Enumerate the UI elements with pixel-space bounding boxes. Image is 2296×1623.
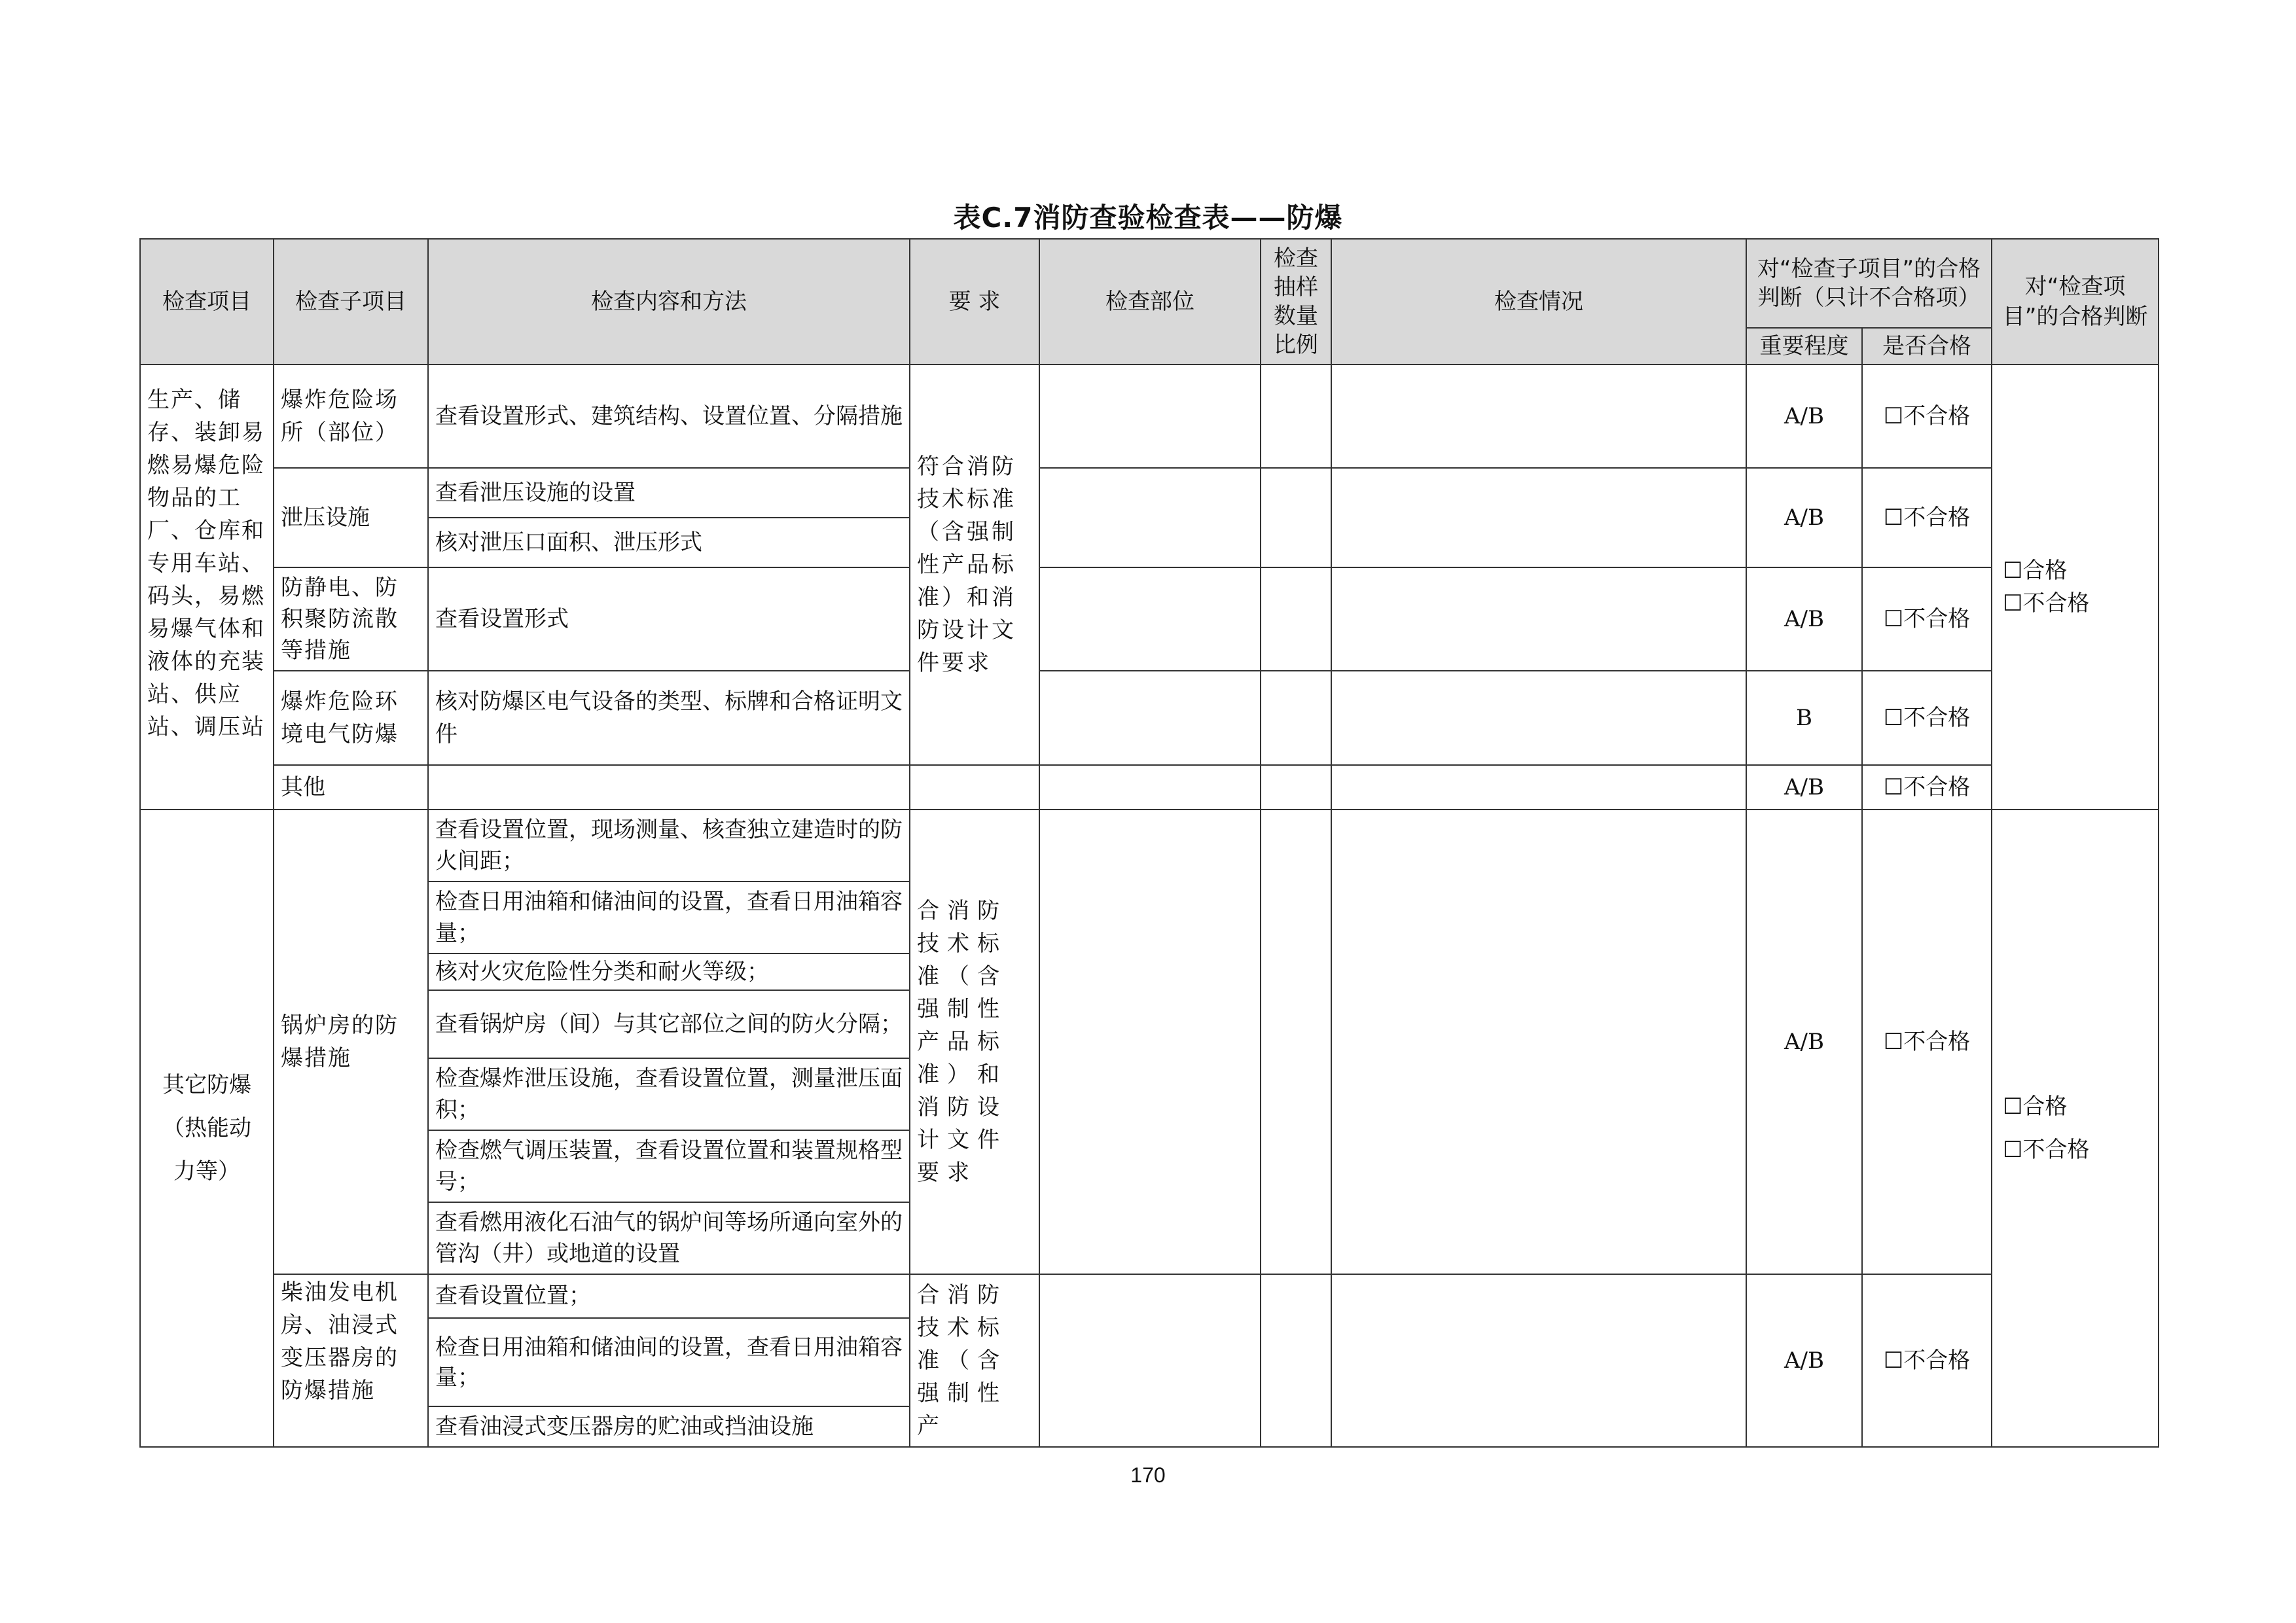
requirement-cell bbox=[910, 765, 1039, 810]
sub-item-cell: 防静电、防积聚防流散等措施 bbox=[274, 567, 428, 671]
importance-cell: A/B bbox=[1746, 1274, 1862, 1447]
content-cell: 查看设置形式 bbox=[428, 567, 910, 671]
header-sub-item: 检查子项目 bbox=[274, 239, 428, 365]
content-cell: 查看设置位置，现场测量、核查独立建造时的防火间距； bbox=[428, 810, 910, 882]
header-importance: 重要程度 bbox=[1746, 328, 1862, 365]
header-requirement: 要 求 bbox=[910, 239, 1039, 365]
sub-item-cell: 泄压设施 bbox=[274, 468, 428, 567]
content-cell: 查看设置形式、建筑结构、设置位置、分隔措施 bbox=[428, 365, 910, 468]
header-situation: 检查情况 bbox=[1331, 239, 1746, 365]
item-cell: 其它防爆（热能动力等） bbox=[140, 810, 274, 1447]
location-cell[interactable] bbox=[1039, 765, 1261, 810]
content-cell: 核对火灾危险性分类和耐火等级； bbox=[428, 954, 910, 990]
sub-judge-checkbox[interactable]: ☐不合格 bbox=[1862, 1274, 1992, 1447]
table-row bbox=[140, 765, 2159, 810]
content-cell bbox=[428, 765, 910, 810]
item-pass-checkbox[interactable]: ☐合格 bbox=[2003, 558, 2068, 584]
content-cell: 核对防爆区电气设备的类型、标牌和合格证明文件 bbox=[428, 671, 910, 765]
sub-item-cell: 锅炉房的防爆措施 bbox=[274, 810, 428, 1274]
content-cell: 查看油浸式变压器房的贮油或挡油设施 bbox=[428, 1406, 910, 1447]
header-location: 检查部位 bbox=[1039, 239, 1261, 365]
sub-judge-checkbox[interactable]: ☐不合格 bbox=[1862, 810, 1992, 1274]
content-cell: 查看泄压设施的设置 bbox=[428, 468, 910, 518]
table-row bbox=[140, 567, 2159, 671]
content-cell: 检查燃气调压装置，查看设置位置和装置规格型号； bbox=[428, 1130, 910, 1202]
importance-cell: B bbox=[1746, 671, 1862, 765]
page-title: 表C.7消防查验检查表——防爆 bbox=[953, 202, 1343, 234]
item-fail-checkbox[interactable]: ☐不合格 bbox=[2003, 1137, 2090, 1163]
location-cell[interactable] bbox=[1039, 468, 1261, 567]
sub-item-cell: 爆炸危险环境电气防爆 bbox=[274, 671, 428, 765]
situation-cell[interactable] bbox=[1331, 468, 1746, 567]
inspection-table bbox=[139, 238, 2159, 1448]
content-cell: 核对泄压口面积、泄压形式 bbox=[428, 518, 910, 567]
sample-ratio-cell[interactable] bbox=[1261, 671, 1331, 765]
content-cell: 检查日用油箱和储油间的设置，查看日用油箱容量； bbox=[428, 882, 910, 954]
sample-ratio-cell[interactable] bbox=[1261, 1274, 1331, 1447]
page-number: 170 bbox=[1130, 1463, 1166, 1487]
table-row bbox=[140, 1274, 2159, 1318]
requirement-cell: 符合消防技术标准（含强制性产品标准）和消防设计文件要求 bbox=[910, 365, 1039, 765]
table-row bbox=[140, 468, 2159, 518]
importance-cell: A/B bbox=[1746, 810, 1862, 1274]
sub-item-cell: 爆炸危险场所（部位） bbox=[274, 365, 428, 468]
sub-judge-checkbox[interactable]: ☐不合格 bbox=[1862, 468, 1992, 567]
item-fail-checkbox[interactable]: ☐不合格 bbox=[2003, 590, 2090, 616]
sub-judge-checkbox[interactable]: ☐不合格 bbox=[1862, 765, 1992, 810]
importance-cell: A/B bbox=[1746, 365, 1862, 468]
importance-cell: A/B bbox=[1746, 567, 1862, 671]
situation-cell[interactable] bbox=[1331, 765, 1746, 810]
table-row bbox=[140, 365, 2159, 468]
situation-cell[interactable] bbox=[1331, 567, 1746, 671]
importance-cell: A/B bbox=[1746, 468, 1862, 567]
requirement-cell: 合消防技术标准（含强制性产 bbox=[910, 1274, 1039, 1447]
location-cell[interactable] bbox=[1039, 671, 1261, 765]
content-cell: 检查日用油箱和储油间的设置，查看日用油箱容量； bbox=[428, 1318, 910, 1407]
sub-item-cell: 其他 bbox=[274, 765, 428, 810]
sub-judge-checkbox[interactable]: ☐不合格 bbox=[1862, 671, 1992, 765]
sub-item-cell: 柴油发电机房、油浸式变压器房的防爆措施 bbox=[274, 1274, 428, 1447]
header-sample-ratio: 检查抽样数量比例 bbox=[1261, 239, 1331, 365]
location-cell[interactable] bbox=[1039, 1274, 1261, 1447]
content-cell: 查看锅炉房（间）与其它部位之间的防火分隔； bbox=[428, 990, 910, 1058]
item-judge-cell bbox=[1992, 365, 2159, 810]
item-cell: 生产、储存、装卸易燃易爆危险物品的工厂、仓库和专用车站、码头，易燃易爆气体和液体的充装站、供应站、调压站 bbox=[140, 365, 274, 810]
header-content: 检查内容和方法 bbox=[428, 239, 910, 365]
importance-cell: A/B bbox=[1746, 765, 1862, 810]
header-item: 检查项目 bbox=[140, 239, 274, 365]
content-cell: 检查爆炸泄压设施，查看设置位置，测量泄压面积； bbox=[428, 1058, 910, 1130]
content-cell: 查看设置位置； bbox=[428, 1274, 910, 1318]
header-is-pass: 是否合格 bbox=[1862, 328, 1992, 365]
situation-cell[interactable] bbox=[1331, 671, 1746, 765]
sample-ratio-cell[interactable] bbox=[1261, 810, 1331, 1274]
header-row-1 bbox=[140, 239, 2159, 328]
situation-cell[interactable] bbox=[1331, 1274, 1746, 1447]
situation-cell[interactable] bbox=[1331, 365, 1746, 468]
sample-ratio-cell[interactable] bbox=[1261, 765, 1331, 810]
item-judge-cell bbox=[1992, 810, 2159, 1447]
table-row bbox=[140, 671, 2159, 765]
location-cell[interactable] bbox=[1039, 810, 1261, 1274]
situation-cell[interactable] bbox=[1331, 810, 1746, 1274]
sample-ratio-cell[interactable] bbox=[1261, 567, 1331, 671]
sub-judge-checkbox[interactable]: ☐不合格 bbox=[1862, 365, 1992, 468]
header-sub-judge: 对“检查子项目”的合格判断（只计不合格项） bbox=[1746, 239, 1992, 328]
sub-judge-checkbox[interactable]: ☐不合格 bbox=[1862, 567, 1992, 671]
location-cell[interactable] bbox=[1039, 365, 1261, 468]
content-cell: 查看燃用液化石油气的锅炉间等场所通向室外的管沟（井）或地道的设置 bbox=[428, 1202, 910, 1274]
location-cell[interactable] bbox=[1039, 567, 1261, 671]
item-pass-checkbox[interactable]: ☐合格 bbox=[2003, 1094, 2068, 1120]
header-item-judge: 对“检查项目”的合格判断 bbox=[1992, 239, 2159, 365]
sample-ratio-cell[interactable] bbox=[1261, 365, 1331, 468]
sample-ratio-cell[interactable] bbox=[1261, 468, 1331, 567]
requirement-cell: 合消防技术标准（含强制性产品标准）和消防设计文件要求 bbox=[910, 810, 1039, 1274]
table-row bbox=[140, 810, 2159, 882]
